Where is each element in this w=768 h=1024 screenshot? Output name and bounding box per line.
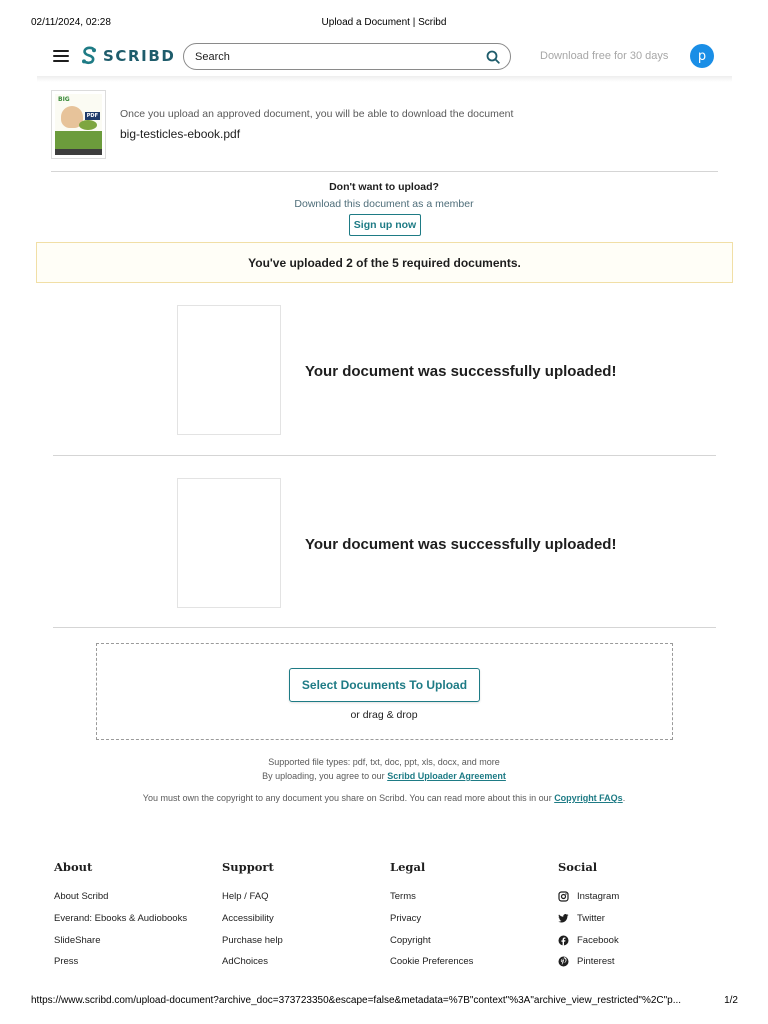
- footer-heading-support: Support: [222, 860, 274, 874]
- hamburger-menu-icon[interactable]: [53, 50, 69, 62]
- footer-about: [54, 860, 214, 973]
- print-date: 02/11/2024, 02:28: [31, 17, 111, 28]
- instagram-icon: [558, 891, 569, 902]
- footer-social-link[interactable]: [558, 929, 718, 951]
- no-upload-title: Don't want to upload?: [329, 181, 439, 193]
- document-thumbnail: [51, 90, 106, 159]
- upload-progress-banner: [36, 242, 733, 283]
- footer-link[interactable]: AdChoices: [222, 956, 268, 968]
- footer-heading-about: About: [54, 860, 93, 874]
- pinterest-icon: [558, 956, 569, 967]
- footer-link[interactable]: Privacy: [390, 913, 422, 925]
- scribd-logo-icon: [81, 46, 97, 66]
- footer-link[interactable]: Everand: Ebooks & Audiobooks: [54, 913, 188, 925]
- thumbnail-band: [55, 131, 102, 149]
- footer-heading-social: Social: [558, 860, 598, 874]
- footer-link[interactable]: SlideShare: [54, 934, 101, 946]
- upload-success-message: Your document was successfully uploaded!: [305, 363, 617, 380]
- supported-file-types: Supported file types: pdf, txt, doc, ppt, xls, docx, and more: [268, 757, 500, 767]
- footer-heading-legal: Legal: [390, 860, 426, 874]
- download-note: Once you upload an approved document, you will be able to download the document: [120, 108, 514, 120]
- footer-link[interactable]: Accessibility: [222, 913, 274, 925]
- no-upload-subtitle: Download this document as a member: [294, 198, 474, 210]
- logo-text: SCRIBD: [103, 47, 176, 65]
- divider: [53, 455, 716, 456]
- drag-drop-text: or drag & drop: [350, 709, 418, 721]
- footer-link[interactable]: Terms: [390, 891, 416, 903]
- footer-legal: [390, 860, 550, 973]
- uploaded-document-thumbnail: [177, 478, 281, 608]
- footer-support: [222, 860, 382, 973]
- scribd-logo[interactable]: [81, 46, 175, 66]
- thumbnail-leaf: [79, 120, 97, 130]
- copyright-suffix: .: [622, 793, 626, 803]
- footer-social-link[interactable]: [558, 886, 718, 908]
- search-input[interactable]: [195, 51, 486, 63]
- instagram-label: Instagram: [577, 891, 620, 903]
- divider: [53, 627, 716, 628]
- print-page-number: 1/2: [724, 995, 738, 1006]
- uploaded-document-thumbnail: [177, 305, 281, 435]
- nav-divider: [37, 76, 732, 82]
- search-bar[interactable]: [183, 43, 511, 70]
- banner-text: You've uploaded 2 of the 5 required documents.: [248, 255, 521, 270]
- footer-link[interactable]: Press: [54, 956, 79, 968]
- upload-success-message: Your document was successfully uploaded!: [305, 536, 617, 553]
- facebook-label: Facebook: [577, 934, 619, 946]
- agreement-prefix: By uploading, you agree to our: [262, 771, 388, 781]
- download-free-link[interactable]: Download free for 30 days: [540, 50, 669, 62]
- twitter-label: Twitter: [577, 913, 605, 925]
- avatar[interactable]: p: [690, 44, 714, 68]
- copyright-prefix: You must own the copyright to any document you share on Scribd. You can read more about this in our: [142, 793, 555, 803]
- document-filename: big-testicles-ebook.pdf: [120, 127, 241, 141]
- footer-social-link[interactable]: [558, 908, 718, 930]
- footer-link[interactable]: Copyright: [390, 934, 431, 946]
- thumbnail-title: BIG: [58, 96, 70, 103]
- copyright-faqs-link[interactable]: Copyright FAQs: [554, 793, 623, 803]
- search-icon[interactable]: [486, 50, 500, 64]
- print-url: https://www.scribd.com/upload-document?archive_doc=373723350&escape=false&metadata=%7B"context"%3A"archive_view_restricted"%2C"p...: [31, 995, 682, 1006]
- footer-link[interactable]: Help / FAQ: [222, 891, 269, 903]
- pdf-badge: PDF: [86, 113, 98, 119]
- footer-link[interactable]: Purchase help: [222, 934, 283, 946]
- footer-social-link[interactable]: [558, 951, 718, 973]
- footer-link[interactable]: Cookie Preferences: [390, 956, 474, 968]
- footer-link[interactable]: About Scribd: [54, 891, 109, 903]
- thumbnail-footer: [55, 149, 102, 155]
- pinterest-label: Pinterest: [577, 956, 615, 968]
- select-documents-button[interactable]: Select Documents To Upload: [289, 668, 480, 702]
- print-title: Upload a Document | Scribd: [321, 17, 447, 28]
- uploader-agreement-text: [0, 771, 768, 781]
- footer-social: [558, 860, 718, 973]
- twitter-icon: [558, 913, 569, 924]
- facebook-icon: [558, 935, 569, 946]
- divider: [51, 171, 718, 172]
- copyright-notice: [0, 793, 768, 803]
- sign-up-button[interactable]: Sign up now: [349, 214, 421, 236]
- uploader-agreement-link[interactable]: Scribd Uploader Agreement: [387, 771, 506, 781]
